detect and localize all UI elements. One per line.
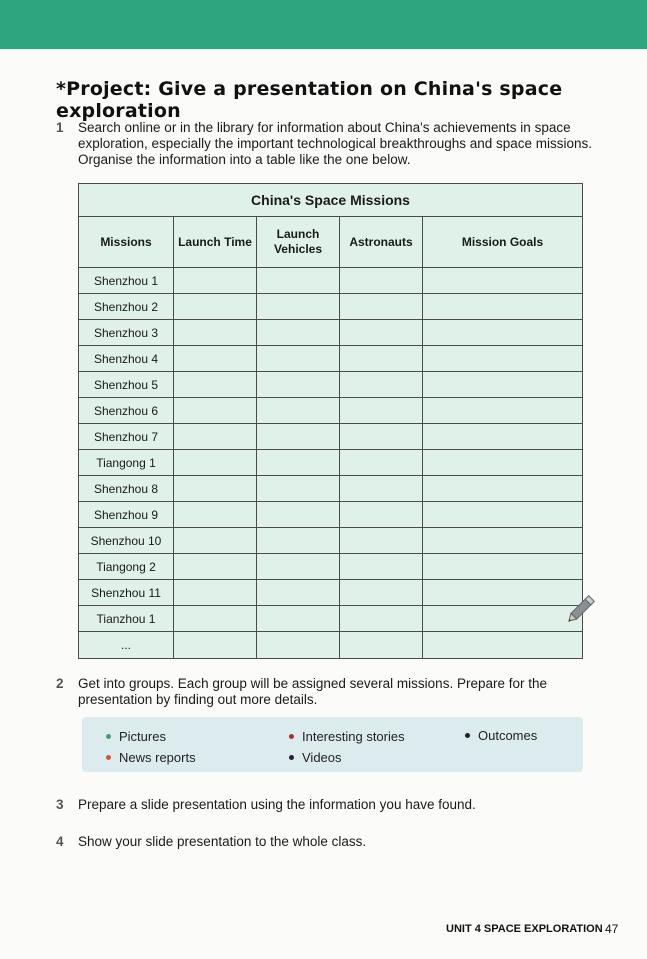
unit-label: UNIT 4 SPACE EXPLORATION [446, 923, 603, 935]
bullet-icon [106, 755, 111, 760]
step-number: 4 [56, 834, 64, 849]
pencil-icon [566, 590, 600, 624]
step-number: 2 [56, 676, 64, 691]
space-missions-table [78, 183, 583, 659]
table-row [79, 502, 583, 528]
mission-name: Shenzhou 3 [79, 320, 174, 346]
mission-name: Shenzhou 9 [79, 502, 174, 528]
column-header-launch-vehicles: Launch Vehicles [257, 217, 340, 268]
column-header-astronauts: Astronauts [340, 217, 423, 268]
table-row [79, 320, 583, 346]
mission-name: Shenzhou 4 [79, 346, 174, 372]
mission-name: Shenzhou 11 [79, 580, 174, 606]
column-header-missions: Missions [79, 217, 174, 268]
step-text: Search online or in the library for information about China's achievements in space exploration, especially the important technological breakthroughs and space missions. Organise the information into a table like the one below. [78, 120, 593, 167]
table-row [79, 372, 583, 398]
bullet-icon [289, 755, 294, 760]
mission-name: Shenzhou 7 [79, 424, 174, 450]
page-number: 47 [605, 922, 619, 936]
bullet-icon [106, 734, 111, 739]
topic-pictures: Pictures [106, 729, 166, 744]
table-row [79, 632, 583, 659]
table-row [79, 268, 583, 294]
column-header-launch-time: Launch Time [174, 217, 257, 268]
mission-name: Shenzhou 1 [79, 268, 174, 294]
step-text: Get into groups. Each group will be assigned several missions. Prepare for the presentation by finding out more details. [78, 676, 547, 707]
step-number: 1 [56, 120, 64, 135]
mission-name: Shenzhou 2 [79, 294, 174, 320]
table-row [79, 606, 583, 632]
table-row [79, 580, 583, 606]
bullet-icon [289, 734, 294, 739]
mission-name: Shenzhou 5 [79, 372, 174, 398]
topic-news-reports: News reports [106, 750, 196, 765]
column-header-mission-goals: Mission Goals [423, 217, 583, 268]
step-text: Show your slide presentation to the whole class. [78, 834, 367, 849]
topic-outcomes: Outcomes [465, 728, 537, 743]
table-row [79, 346, 583, 372]
table-row [79, 294, 583, 320]
table-row [79, 450, 583, 476]
research-topics-box [82, 717, 583, 772]
mission-name: Shenzhou 6 [79, 398, 174, 424]
step-text: Prepare a slide presentation using the information you have found. [78, 797, 476, 812]
mission-name: ... [79, 632, 174, 659]
topic-interesting-stories: Interesting stories [289, 729, 405, 744]
mission-name: Shenzhou 8 [79, 476, 174, 502]
table-row [79, 398, 583, 424]
mission-name: Tianzhou 1 [79, 606, 174, 632]
bullet-icon [465, 733, 470, 738]
mission-name: Tiangong 2 [79, 554, 174, 580]
table-row [79, 528, 583, 554]
mission-name: Shenzhou 10 [79, 528, 174, 554]
header-band [0, 0, 647, 49]
topic-videos: Videos [289, 750, 342, 765]
step-number: 3 [56, 797, 64, 812]
mission-name: Tiangong 1 [79, 450, 174, 476]
table-row [79, 476, 583, 502]
project-title: *Project: Give a presentation on China's space exploration [56, 78, 563, 122]
table-row [79, 424, 583, 450]
table-title: China's Space Missions [79, 184, 583, 217]
table-row [79, 554, 583, 580]
